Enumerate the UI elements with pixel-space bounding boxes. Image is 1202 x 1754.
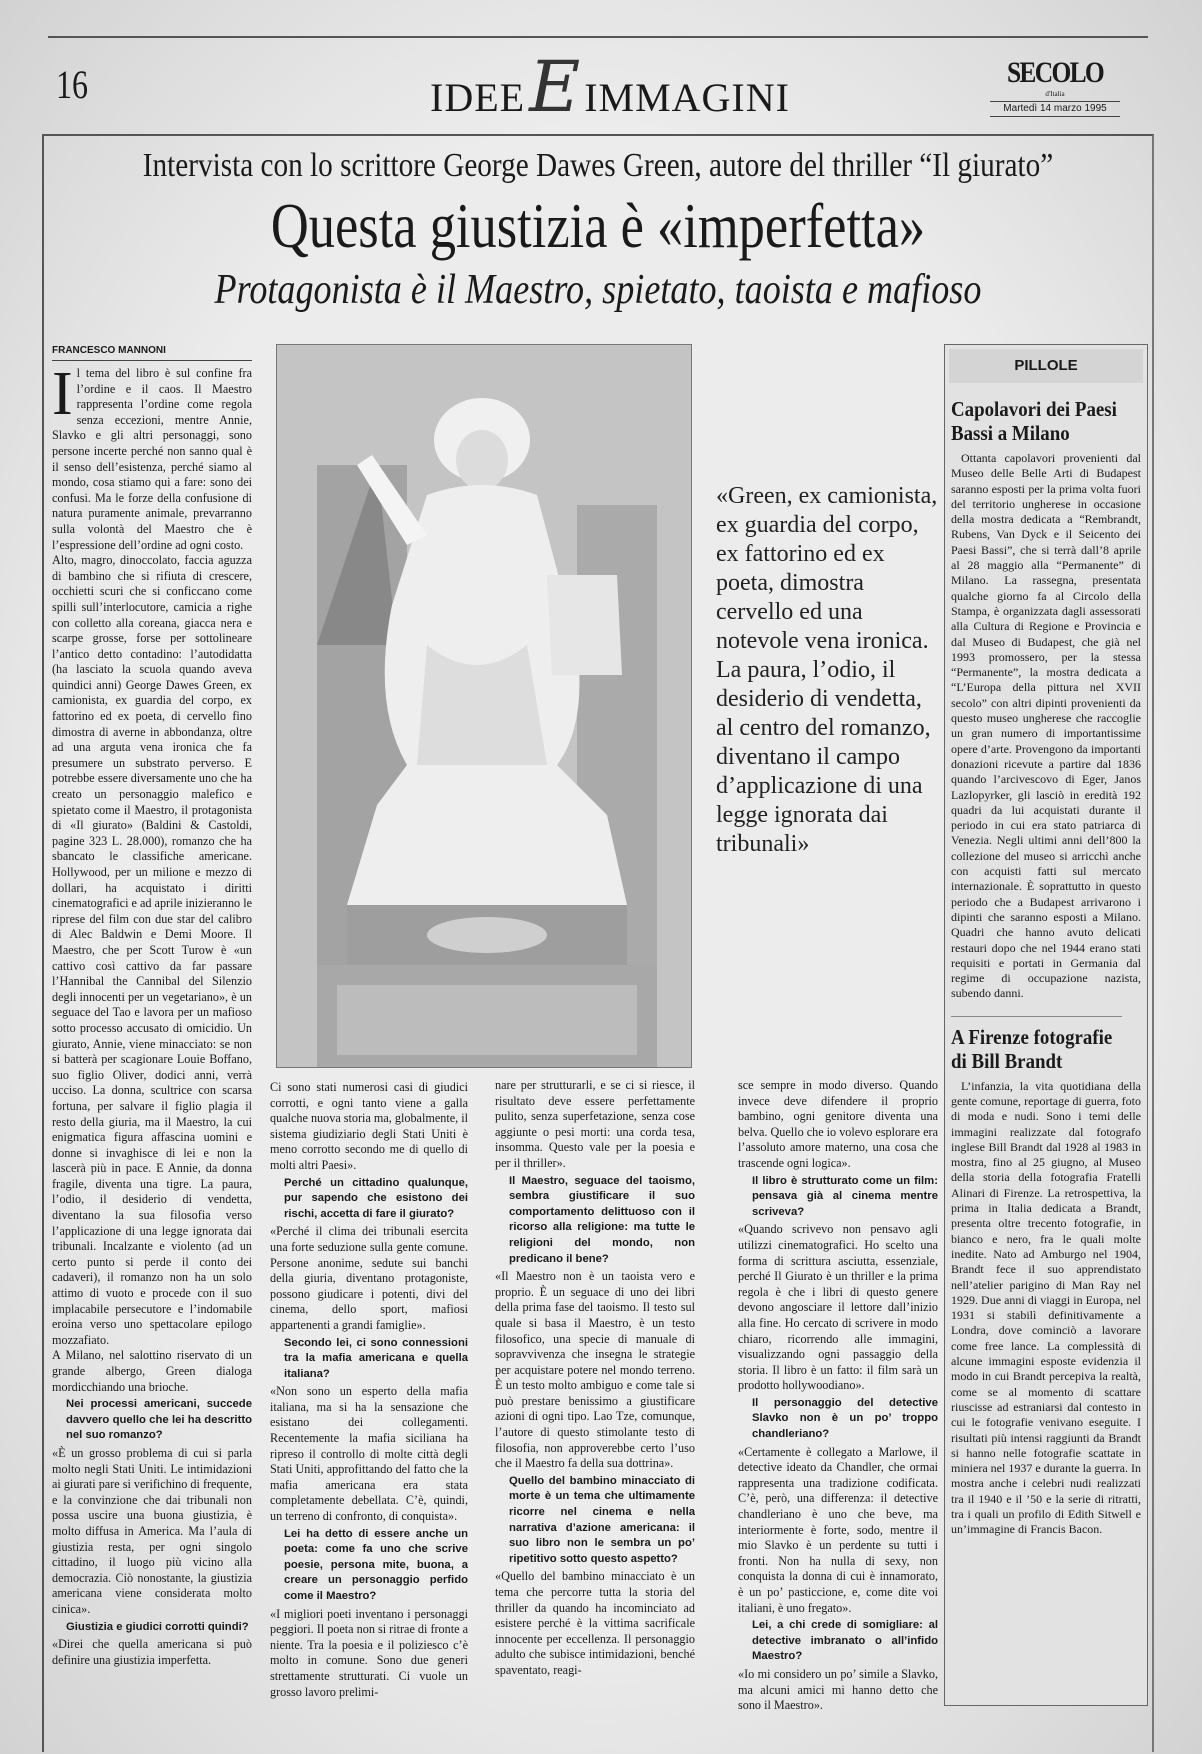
article-paragraph: Il tema del libro è sul confine fra l’ordine e il caos. Il Maestro rappresenta l’ordine come regola senza eccezioni, mentre Annie, Slavko e gli altri personaggi, sono persone incerte perché non sanno qual è il senso dell’esistenza, perché siamo al mondo, cosa stiamo qui a fare: sono dei confusi. Ma le forze della confusione di natura puramente animale, prevarranno sulla volontà del Maestro che è l’espressione dell’ordine ad ogni costo. (52, 366, 252, 552)
interview-question: Lei, a chi crede di somigliare: al detective imbranato o all’infido Maestro? (752, 1619, 938, 1663)
masthead-ornament-e: E (529, 46, 581, 128)
interview-question: Perché un cittadino qualunque, pur sapendo che esistono dei rischi, accetta di fare il giurato? (284, 1176, 468, 1220)
interview-question: Il Maestro, seguace del taoismo, sembra giustificare il suo comportamento delittuoso con il ricorso alla religione: ma tutte le religioni del mondo, non predicano il bene? (509, 1174, 695, 1265)
newspaper-logo (990, 56, 1120, 117)
sidebar-pillole (944, 344, 1148, 1706)
article-paragraph: Ci sono stati numerosi casi di giudici corrotti, e ogni tanto viene a galla qualche nuova storia ma, globalmente, il sistema giudiziario degli Stati Uniti è meno corrotto secondo me di quello di molti altri Paesi». (270, 1080, 468, 1172)
article-paragraph: «Il Maestro non è un taoista vero e proprio. È un seguace di uno dei libri della prima fase del taoismo. Il testo sul quale si basa il Maestro, è un testo filosofico, una specie di manuale di sopravvivenza che insegna le strategie per acquistare potere nel mondo terreno. È un testo molto ambiguo e come tale si può prestare benissimo a giustificare azioni di ogni tipo. Lao Tze, comunque, l’autore di questo stimolante testo di filosofia, non approverebbe certo l’uso che il Maestro fa della sua dottrina». (495, 1269, 695, 1471)
article-column-2 (270, 1080, 468, 1748)
issue-date: Martedì 14 marzo 1995 (990, 101, 1120, 117)
article-paragraph: nare per strutturarli, e se ci si riesce, il risultato deve essere perfettamente pulito, senza superfetazione, senza cose aggiunte o pesi morti: una corda tesa, insomma. Questo vale per la poesia e per il thriller». (495, 1078, 695, 1170)
article-paragraph: «Perché il clima dei tribunali esercita una forte seduzione sulla gente comune. Persone anonime, sedute sui banchi della giuria, diventano protagoniste, possono giudicare i potenti, divi del cinema, dello sport, mafiosi appartenenti a grandi famiglie». (270, 1224, 468, 1332)
article-kicker: Intervista con lo scrittore George Dawes Green, autore del thriller “Il giurato” (142, 147, 1054, 184)
paper-subtitle: d'Italia (1045, 90, 1065, 98)
statue-image (277, 345, 691, 1067)
article-paragraph: «Non sono un esperto della mafia italiana, ma si ha la sensazione che esistano dei collegamenti. Recentemente la mafia siciliana ha ripreso il controllo di molte città degli Stati Uniti, approfittando del fatto che la mafia americana era stata completamente debellata. C’è, quindi, un terreno di confronto, di conquista». (270, 1384, 468, 1524)
statue-photo (276, 344, 692, 1068)
sidebar-item-text: L’infanzia, la vita quotidiana della gente comune, reportage di guerra, foto di moda e nudi. Sono i temi delle immagini realizzate dal fotografo inglese Bill Brandt dal 1928 al 1983 in mostra, fino al 25 giugno, al Museo della storia della fotografia Fratelli Alinari di Firenze. La retrospettiva, la prima in Italia dedicata a Brandt, presenta oltre trecento fotografie, in bianco e nero, fra le quali molte inedite. Nato ad Amburgo nel 1904, Brandt fece il suo apprendistato nell’atelier parigino di Man Ray nel 1929. Due anni di viaggi in Europa, nel 1931 si stabilì definitivamente a Londra, dove cominciò a lavorare come free lance. La complessità di alcune immagini esposte evidenzia il modo in cui Brandt percepiva la realtà, come se al momento di scattare riuscisse ad estraniarsi dal contesto in cui le fotografie venivano eseguite. I risultati più intensi raggiunti da Brandt si hanno nelle fotografie scattate in miniera nel 1937 e durante la guerra. In mostra anche i celebri nudi realizzati tra il 1940 e il ’50 e la serie di ritratti, tra i quali un profilo di Edith Sitwell e un’immagine di Francis Bacon. (951, 1078, 1141, 1537)
sidebar-item-title: Capolavori dei Paesi Bassi a Milano (951, 397, 1117, 445)
pull-quote (716, 482, 938, 859)
interview-question: Giustizia e giudici corrotti quindi? (66, 1620, 249, 1633)
interview-question: Lei ha detto di essere anche un poeta: come fa uno che scrive poesie, persona mite, buona, a creare un personaggio perfido come il Maestro? (284, 1527, 468, 1602)
pull-quote-part-1: «Green, ex camionista, ex guardia del corpo, ex fattorino ed ex poeta, dimostra cervello ed una notevole vena ironica. (716, 483, 938, 654)
paper-name: SECOLO (1006, 56, 1104, 89)
byline: FRANCESCO MANNONI (52, 345, 252, 361)
interview-question: Il libro è strutturato come un film: pensava già al cinema mentre scriveva? (752, 1174, 938, 1218)
article-paragraph: «I migliori poeti inventano i personaggi peggiori. Il poeta non si ritrae di fronte a niente. Tra la poesia e il poliziesco c’è molto in comune. Sono due generi strettamente strutturati. Ci vuole un grosso lavoro prelimi- (270, 1606, 468, 1699)
interview-question: Il personaggio del detective Slavko non è un po’ troppo chandleriano? (752, 1396, 938, 1441)
article-subtitle: Protagonista è il Maestro, spietato, taoista e mafioso (214, 267, 982, 313)
article-paragraph: «Certamente è collegato a Marlowe, il detective ideato da Chandler, che ormai rappresenta una tradizione codificata. C’è, però, una differenza: il detective chandleriano è uno che beve, ma interiormente è forte, sodo, mentre il mio Slavko è un perdente su tutti i fronti. Non ha nulla di sexy, non conquista la donna di cui è innamorato, è un po’ pasticcione, e, come dite voi italiani, è uno fregato». (738, 1444, 938, 1615)
sidebar-item-text: Ottanta capolavori provenienti dal Museo delle Belle Arti di Budapest saranno esposti per la prima volta fuori del territorio ungherese in occasione della mostra dedicata a “Rembrandt, Rubens, Van Dyck e il Seicento dei Paesi Bassi”, che si terrà dall’8 aprile al 28 maggio alla “Permanente” di Milano. La rassegna, presentata qualche giorno fa al Circolo della Stampa, è organizzata dagli assessorati alla Cultura di Regione e Provincia e dal Museo di Budapest, che già nel 1993 promossero, per la stessa “Permanente”, la mostra dedicata a “L’Europa della pittura nel XVII secolo” con altri dipinti provenienti da questo museo ungherese che raccoglie un gran numero di importantissime opere d’arte. Provengono da importanti donazioni ricevute a partire dal 1836 quando l’arcivescovo di Eger, Janos Lazlopyrker, gli lasciò in eredità 192 quadri da lui acquistati durante il periodo in cui era stato patriarca di Venezia. Negli ultimi anni dell’800 la collezione del museo si arricchì anche con acquisti fatti sul mercato internazionale. È soprattutto in questo periodo che a Budapest arrivarono i dipinti che saranno esposti a Milano. Quadri che hanno avuto delicati restauri dopo che nel 1944 erano stati requisiti e portati in Germania dal regime di occupazione nazista, subendo danni. (951, 451, 1141, 1001)
article-column-3 (495, 1078, 695, 1748)
article-paragraph: «Io mi considero un po’ simile a Slavko, ma alcuni amici mi hanno detto che sono il Maestro». (738, 1666, 938, 1713)
article-paragraph: «Quello del bambino minacciato è un tema che percorre tutta la storia del thriller da quando ha incominciato ad esistere perché è la vittima sacrificale innocente per eccellenza. Il personaggio adulto che subisce intimidazioni, benché spaventato, reagi- (495, 1569, 695, 1677)
page-number: 16 (56, 62, 88, 107)
article-column-1 (52, 366, 252, 1748)
article-paragraph: sce sempre in modo diverso. Quando invece deve difendere il proprio bambino, ogni genitore diventa una belva. Quello che io volevo esplorare era l’assoluto amore materno, una cosa che trascende ogni logica». (738, 1078, 938, 1170)
article-column-4 (738, 1078, 938, 1748)
interview-question: Nei processi americani, succede davvero quello che lei ha descritto nel suo romanzo? (66, 1398, 252, 1442)
interview-question: Quello del bambino minacciato di morte è un tema che ultimamente ricorre nel cinema e nella narrativa d’azione americana: il suo libro non le sembra un po’ ripetitivo sotto questo aspetto? (509, 1474, 695, 1565)
masthead-left: IDEE (430, 75, 526, 120)
article-paragraph: A Milano, nel salottino riservato di un grande albergo, Green dialoga mordicchiando una brioche. (52, 1348, 252, 1394)
article-paragraph: «È un grosso problema di cui si parla molto negli Stati Uniti. Le intimidazioni ai giurati pare si verifichino di frequente, e la convinzione che dai tribunali non possa uscire una buona giustizia, è molto diffusa in America. Ma l’aula di giustizia resta, per ogni singolo cittadino, il luogo più vicino alla democrazia. Ciò nonostante, la giustizia americana viene considerata molto cinica». (52, 1445, 252, 1616)
pull-quote-part-2: La paura, l’odio, il desiderio di vendetta, al centro del romanzo, diventano il campo d’applicazione di una legge ignorata dai tribunali» (716, 657, 931, 857)
top-rule (48, 36, 1148, 38)
article-headline: Questa giustizia è «imperfetta» (270, 190, 926, 261)
masthead-right: IMMAGINI (584, 75, 790, 120)
sidebar-item-title: A Firenze fotografie di Bill Brandt (951, 1016, 1122, 1073)
article-paragraph: Alto, magro, dinoccolato, faccia aguzza di bambino che si rifiuta di crescere, occhietti scuri che si conficcano come spilli sull’interlocutore, camicia a righe con colletto alla coreana, giacca nera e scarpe grosse, forse per sottolineare l’antico detto contadino: l’autodidatta (ha lasciato la scuola quando aveva quindici anni) George Dawes Green, ex camionista, ex guardia del corpo, ex fattorino ed ex poeta, di cervello fino dimostra di averne in abbondanza, oltre ad una arguta vena ironica che fa presumere un substrato perverso. E potrebbe essere diversamente uno che ha creato un personaggio malefico e spietato come il Maestro, il protagonista di «Il giurato» (Baldini & Castoldi, pagine 323 L. 28.000), romanzo che ha sbancato le classifiche americane. Hollywood, per un milione e mezzo di dollari, ha acquistato i diritti cinematografici e ad aprile inizieranno le riprese del film con due star del calibro di Alec Baldwin e Demi Moore. Il Maestro, che per Scott Turow è «un cattivo così cattivo da far passare l’Hannibal the Cannibal del Silenzio degli innocenti per un vegetariano», è un seguace del Tao e lavora per un mafioso sotto processo accusato di omicidio. Un giurato, Annie, viene minacciato: se non si batterà per scagionare Louie Boffano, suo figlio Oliver, dodici anni, verrà ucciso. La donna, scultrice con scarsa fortuna, per salvare il figlio plagia il resto della giuria, ma il Maestro, la cui enigmatica figura affascina uomini e donne si invaghisce di lei e non la lascerà più in pace. E Annie, da donna fragile, diventa una tigre. La paura, l’odio, il desiderio di vendetta, diventano la sua filosofia verso l’applicazione di una legge ignorata dai tribunali. Incalzante e violento (ad un certo punto si perde il conto dei cadaveri), il romanzo non ha un solo attimo di vuoto e procede con il suo implacabile persecutore e l’indomabile eroina verso uno spettacolare epilogo mozzafiato. (52, 553, 252, 1347)
section-masthead (360, 44, 860, 130)
article-paragraph: «Quando scrivevo non pensavo agli utilizzi cinematografici. Ho scelto una forma di scrittura asciutta, essenziale, perché Il Giurato è un thriller e la prima regola è che i libri di questo genere devono angosciare il lettore dall’inizio alla fine. Ho cercato di scrivere in modo chiaro, ricorrendo alle immagini, visualizzando ogni passaggio della storia. Il libro è un fatto: il film sarà un prodotto hollywoodiano». (738, 1222, 938, 1393)
interview-question: Secondo lei, ci sono connessioni tra la mafia americana e quella italiana? (284, 1336, 468, 1380)
article-paragraph: «Direi che quella americana si può definire una giustizia imperfetta. (52, 1637, 252, 1667)
sidebar-tag: PILLOLE (949, 349, 1143, 383)
